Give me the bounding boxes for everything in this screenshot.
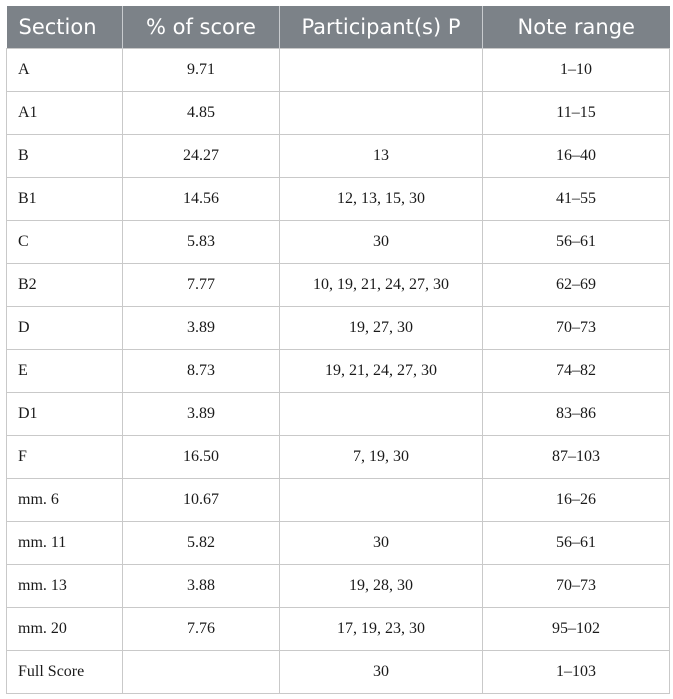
table-header	[7, 6, 670, 49]
note-range-cell: 1–103	[483, 651, 670, 694]
table-row	[7, 565, 670, 608]
participants-cell: 19, 27, 30	[280, 307, 483, 350]
participants-cell: 7, 19, 30	[280, 436, 483, 479]
section-cell: E	[7, 350, 123, 393]
table-row	[7, 49, 670, 92]
section-cell: A	[7, 49, 123, 92]
participants-cell: 12, 13, 15, 30	[280, 178, 483, 221]
note-range-cell: 87–103	[483, 436, 670, 479]
percent-cell: 3.88	[123, 565, 280, 608]
section-cell: mm. 20	[7, 608, 123, 651]
percent-cell: 8.73	[123, 350, 280, 393]
note-range-cell: 56–61	[483, 221, 670, 264]
percent-cell: 14.56	[123, 178, 280, 221]
note-range-cell: 83–86	[483, 393, 670, 436]
note-range-cell: 16–26	[483, 479, 670, 522]
note-range-cell: 11–15	[483, 92, 670, 135]
participants-cell	[280, 49, 483, 92]
table-row	[7, 436, 670, 479]
section-cell: mm. 13	[7, 565, 123, 608]
note-range-cell: 70–73	[483, 307, 670, 350]
participants-cell	[280, 92, 483, 135]
note-range-cell: 41–55	[483, 178, 670, 221]
table-body	[7, 49, 670, 694]
participants-cell: 30	[280, 651, 483, 694]
header-participants: Participant(s) P	[280, 6, 483, 49]
table-row	[7, 264, 670, 307]
header-note-range: Note range	[483, 6, 670, 49]
header-row	[7, 6, 670, 49]
participants-cell: 13	[280, 135, 483, 178]
percent-cell: 7.77	[123, 264, 280, 307]
table-row	[7, 92, 670, 135]
header-section: Section	[7, 6, 123, 49]
note-range-cell: 95–102	[483, 608, 670, 651]
table-row	[7, 307, 670, 350]
section-cell: D1	[7, 393, 123, 436]
table-row	[7, 651, 670, 694]
section-cell: mm. 11	[7, 522, 123, 565]
percent-cell: 5.82	[123, 522, 280, 565]
participants-cell: 30	[280, 522, 483, 565]
table-row	[7, 350, 670, 393]
participants-cell: 19, 28, 30	[280, 565, 483, 608]
percent-cell: 9.71	[123, 49, 280, 92]
note-range-cell: 62–69	[483, 264, 670, 307]
participants-cell	[280, 479, 483, 522]
table-row	[7, 135, 670, 178]
note-range-cell: 70–73	[483, 565, 670, 608]
percent-cell	[123, 651, 280, 694]
score-sections-table	[6, 6, 670, 694]
note-range-cell: 1–10	[483, 49, 670, 92]
participants-cell: 19, 21, 24, 27, 30	[280, 350, 483, 393]
section-cell: B1	[7, 178, 123, 221]
table-row	[7, 522, 670, 565]
section-cell: C	[7, 221, 123, 264]
percent-cell: 3.89	[123, 307, 280, 350]
table-row	[7, 178, 670, 221]
note-range-cell: 56–61	[483, 522, 670, 565]
participants-cell	[280, 393, 483, 436]
percent-cell: 7.76	[123, 608, 280, 651]
percent-cell: 3.89	[123, 393, 280, 436]
section-cell: B2	[7, 264, 123, 307]
section-cell: F	[7, 436, 123, 479]
participants-cell: 10, 19, 21, 24, 27, 30	[280, 264, 483, 307]
header-percent-of-score: % of score	[123, 6, 280, 49]
participants-cell: 30	[280, 221, 483, 264]
percent-cell: 4.85	[123, 92, 280, 135]
table-row	[7, 479, 670, 522]
section-cell: A1	[7, 92, 123, 135]
section-cell: mm. 6	[7, 479, 123, 522]
section-cell: D	[7, 307, 123, 350]
percent-cell: 5.83	[123, 221, 280, 264]
table-row	[7, 221, 670, 264]
section-cell: Full Score	[7, 651, 123, 694]
participants-cell: 17, 19, 23, 30	[280, 608, 483, 651]
section-cell: B	[7, 135, 123, 178]
note-range-cell: 16–40	[483, 135, 670, 178]
note-range-cell: 74–82	[483, 350, 670, 393]
table-row	[7, 608, 670, 651]
percent-cell: 16.50	[123, 436, 280, 479]
percent-cell: 24.27	[123, 135, 280, 178]
table-row	[7, 393, 670, 436]
percent-cell: 10.67	[123, 479, 280, 522]
